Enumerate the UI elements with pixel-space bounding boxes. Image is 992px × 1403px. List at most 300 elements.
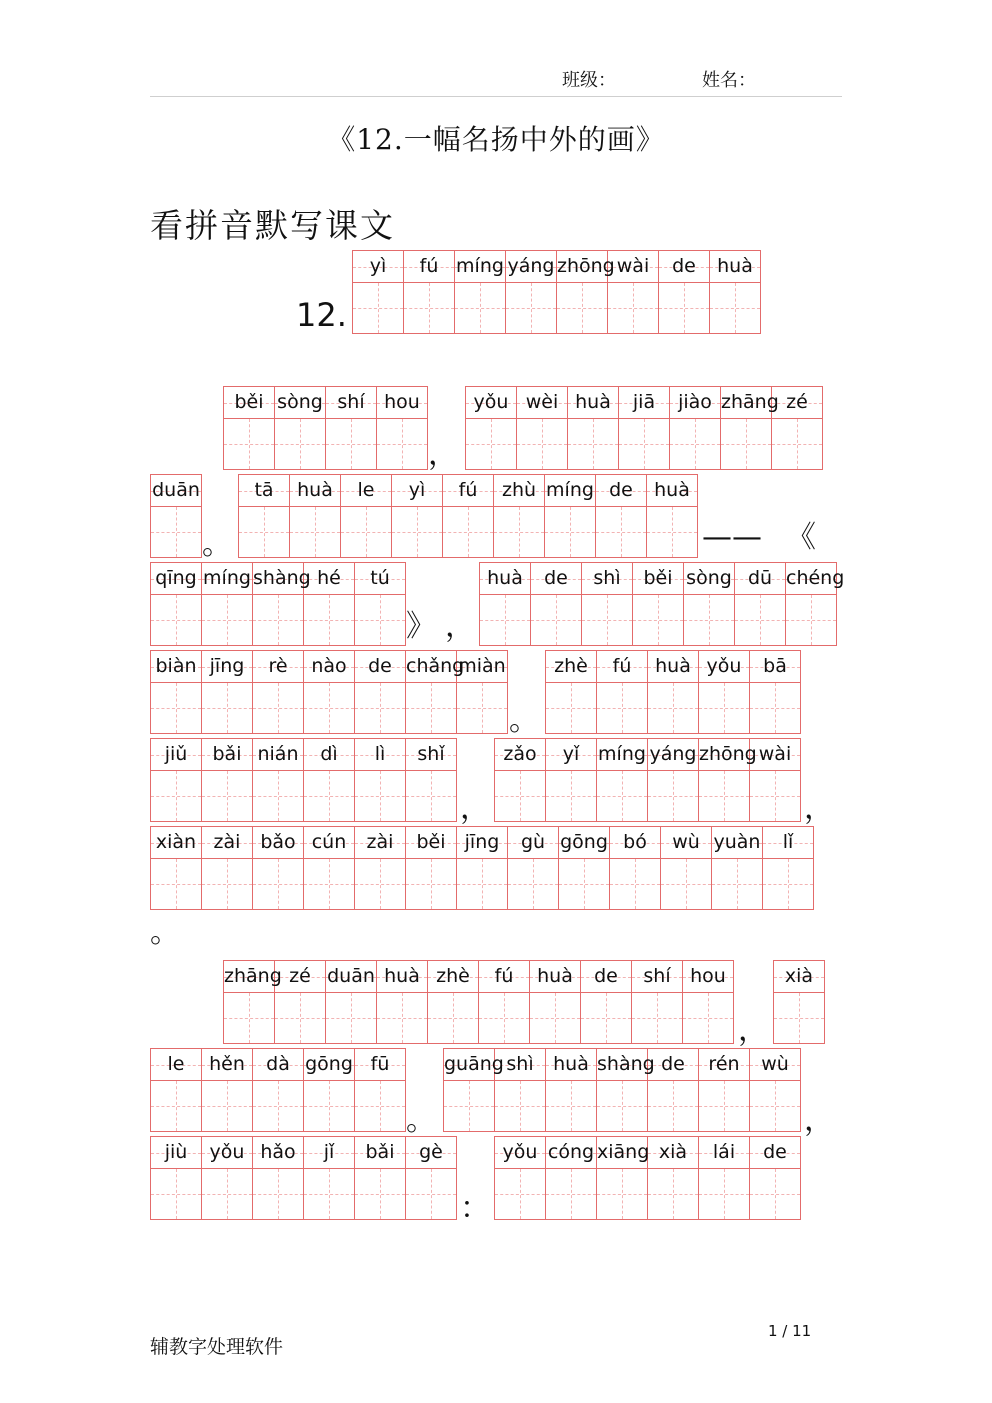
writing-box[interactable] xyxy=(428,993,478,1043)
char-cell[interactable] xyxy=(304,738,355,822)
punctuation-mark: 。 xyxy=(509,703,539,738)
char-cell[interactable] xyxy=(632,960,683,1044)
pinyin-label: zé xyxy=(275,961,325,993)
writing-box[interactable] xyxy=(581,993,631,1043)
writing-box[interactable] xyxy=(647,507,697,557)
writing-box[interactable] xyxy=(151,595,201,645)
char-grid-group xyxy=(352,250,761,334)
pinyin-label: sòng xyxy=(684,563,734,595)
writing-box[interactable] xyxy=(253,771,303,821)
writing-box[interactable] xyxy=(530,993,580,1043)
punctuation-mark: —— xyxy=(702,520,762,555)
writing-box[interactable] xyxy=(202,1169,252,1219)
char-cell[interactable] xyxy=(750,738,801,822)
char-cell[interactable] xyxy=(633,562,684,646)
writing-box[interactable] xyxy=(608,283,658,333)
char-cell[interactable] xyxy=(648,650,699,734)
char-cell[interactable] xyxy=(304,1048,355,1132)
writing-box[interactable] xyxy=(355,683,405,733)
footer-software: 辅教字处理软件 xyxy=(150,1336,284,1358)
char-cell[interactable] xyxy=(648,1136,699,1220)
char-cell[interactable] xyxy=(480,562,531,646)
char-cell[interactable] xyxy=(772,386,823,470)
writing-box[interactable] xyxy=(304,859,354,909)
char-cell[interactable] xyxy=(479,960,530,1044)
char-cell[interactable] xyxy=(683,960,734,1044)
char-cell[interactable] xyxy=(290,474,341,558)
writing-box[interactable] xyxy=(355,1169,405,1219)
writing-box[interactable] xyxy=(151,507,201,557)
writing-box[interactable] xyxy=(721,419,771,469)
char-cell[interactable] xyxy=(151,1136,202,1220)
char-cell[interactable] xyxy=(495,738,546,822)
char-cell[interactable] xyxy=(648,738,699,822)
char-cell[interactable] xyxy=(326,960,377,1044)
writing-box[interactable] xyxy=(494,507,544,557)
writing-box[interactable] xyxy=(648,683,698,733)
char-cell[interactable] xyxy=(253,738,304,822)
pinyin-label: rè xyxy=(253,651,303,683)
punctuation-mark: ， xyxy=(460,791,490,826)
writing-box[interactable] xyxy=(151,1169,201,1219)
writing-box[interactable] xyxy=(619,419,669,469)
writing-box[interactable] xyxy=(546,683,596,733)
char-cell[interactable] xyxy=(455,250,506,334)
char-grid-group xyxy=(443,1048,801,1132)
pinyin-label: zài xyxy=(355,827,405,859)
writing-box[interactable] xyxy=(253,859,303,909)
writing-box[interactable] xyxy=(750,1169,800,1219)
writing-box[interactable] xyxy=(774,993,824,1043)
char-cell[interactable] xyxy=(670,386,721,470)
char-cell[interactable] xyxy=(597,738,648,822)
writing-box[interactable] xyxy=(506,283,556,333)
pinyin-label: běi xyxy=(633,563,683,595)
writing-box[interactable] xyxy=(202,683,252,733)
char-cell[interactable] xyxy=(151,738,202,822)
char-cell[interactable] xyxy=(253,1136,304,1220)
writing-box[interactable] xyxy=(253,683,303,733)
writing-box[interactable] xyxy=(275,993,325,1043)
char-cell[interactable] xyxy=(392,474,443,558)
char-cell[interactable] xyxy=(699,650,750,734)
pinyin-label: huà xyxy=(377,961,427,993)
writing-box[interactable] xyxy=(670,419,720,469)
writing-box[interactable] xyxy=(290,507,340,557)
punctuation-mark: 》 xyxy=(406,609,436,644)
char-cell[interactable] xyxy=(253,1048,304,1132)
char-cell[interactable] xyxy=(619,386,670,470)
writing-box[interactable] xyxy=(202,1081,252,1131)
writing-box[interactable] xyxy=(633,595,683,645)
writing-box[interactable] xyxy=(712,859,762,909)
pinyin-label: fú xyxy=(443,475,493,507)
writing-box[interactable] xyxy=(597,1169,647,1219)
char-cell[interactable] xyxy=(648,1048,699,1132)
char-grid-group xyxy=(545,650,801,734)
char-cell[interactable] xyxy=(202,650,253,734)
writing-box[interactable] xyxy=(355,595,405,645)
char-cell[interactable] xyxy=(355,738,406,822)
char-cell[interactable] xyxy=(506,250,557,334)
char-cell[interactable] xyxy=(559,826,610,910)
char-cell[interactable] xyxy=(608,250,659,334)
writing-box[interactable] xyxy=(596,507,646,557)
char-cell[interactable] xyxy=(355,1048,406,1132)
writing-box[interactable] xyxy=(466,419,516,469)
writing-box[interactable] xyxy=(648,771,698,821)
char-cell[interactable] xyxy=(304,562,355,646)
writing-box[interactable] xyxy=(508,859,558,909)
writing-box[interactable] xyxy=(406,859,456,909)
writing-box[interactable] xyxy=(457,859,507,909)
pinyin-label: bó xyxy=(610,827,660,859)
char-cell[interactable] xyxy=(275,386,326,470)
char-cell[interactable] xyxy=(457,826,508,910)
writing-box[interactable] xyxy=(304,683,354,733)
char-cell[interactable] xyxy=(597,1048,655,1132)
char-grid-group xyxy=(150,562,406,646)
pinyin-label: shì xyxy=(495,1049,545,1081)
writing-box[interactable] xyxy=(546,771,596,821)
writing-box[interactable] xyxy=(444,1081,494,1131)
pinyin-label: huà xyxy=(568,387,618,419)
char-cell[interactable] xyxy=(202,738,253,822)
writing-box[interactable] xyxy=(545,507,595,557)
punctuation-mark: ， xyxy=(738,1013,768,1048)
writing-box[interactable] xyxy=(632,993,682,1043)
char-cell[interactable] xyxy=(151,650,202,734)
char-cell[interactable] xyxy=(443,474,494,558)
writing-box[interactable] xyxy=(495,1081,545,1131)
writing-box[interactable] xyxy=(326,993,376,1043)
char-cell[interactable] xyxy=(517,386,568,470)
pinyin-label: zhāng xyxy=(224,961,274,993)
char-cell[interactable] xyxy=(774,960,825,1044)
writing-box[interactable] xyxy=(253,595,303,645)
char-cell[interactable] xyxy=(304,826,355,910)
char-grid-group xyxy=(494,1136,801,1220)
pinyin-label: de xyxy=(750,1137,800,1169)
pinyin-label: zǎo xyxy=(495,739,545,771)
writing-box[interactable] xyxy=(304,771,354,821)
writing-box[interactable] xyxy=(546,1169,596,1219)
writing-box[interactable] xyxy=(559,859,609,909)
char-cell[interactable] xyxy=(253,562,311,646)
writing-box[interactable] xyxy=(406,771,456,821)
writing-box[interactable] xyxy=(151,771,201,821)
punctuation-mark: ， xyxy=(428,437,458,472)
char-cell[interactable] xyxy=(530,960,581,1044)
char-cell[interactable] xyxy=(224,960,282,1044)
char-cell[interactable] xyxy=(151,1048,202,1132)
writing-box[interactable] xyxy=(546,1081,596,1131)
char-cell[interactable] xyxy=(202,1136,253,1220)
char-cell[interactable] xyxy=(735,562,786,646)
char-cell[interactable] xyxy=(304,650,355,734)
writing-box[interactable] xyxy=(684,595,734,645)
pinyin-label: de xyxy=(659,251,709,283)
writing-box[interactable] xyxy=(326,419,376,469)
char-cell[interactable] xyxy=(457,650,508,734)
writing-box[interactable] xyxy=(597,771,647,821)
pinyin-label: yǒu xyxy=(699,651,749,683)
pinyin-label: míng xyxy=(597,739,647,771)
writing-box[interactable] xyxy=(710,283,760,333)
char-cell[interactable] xyxy=(151,562,202,646)
pinyin-label: yáng xyxy=(648,739,698,771)
writing-box[interactable] xyxy=(531,595,581,645)
char-cell[interactable] xyxy=(466,386,517,470)
writing-box[interactable] xyxy=(661,859,711,909)
writing-box[interactable] xyxy=(377,993,427,1043)
pinyin-label: dū xyxy=(735,563,785,595)
char-cell[interactable] xyxy=(406,1136,457,1220)
char-cell[interactable] xyxy=(699,1048,750,1132)
writing-box[interactable] xyxy=(253,1081,303,1131)
writing-box[interactable] xyxy=(699,1081,749,1131)
pinyin-label: yì xyxy=(392,475,442,507)
writing-box[interactable] xyxy=(480,595,530,645)
char-cell[interactable] xyxy=(304,1136,355,1220)
writing-box[interactable] xyxy=(224,419,274,469)
char-cell[interactable] xyxy=(355,562,406,646)
char-cell[interactable] xyxy=(546,738,597,822)
writing-box[interactable] xyxy=(568,419,618,469)
writing-box[interactable] xyxy=(735,595,785,645)
char-cell[interactable] xyxy=(531,562,582,646)
char-cell[interactable] xyxy=(326,386,377,470)
writing-box[interactable] xyxy=(582,595,632,645)
char-cell[interactable] xyxy=(546,650,597,734)
char-cell[interactable] xyxy=(239,474,290,558)
char-cell[interactable] xyxy=(659,250,710,334)
char-cell[interactable] xyxy=(750,650,801,734)
char-grid-group xyxy=(479,562,845,646)
pinyin-label: gōng xyxy=(304,1049,354,1081)
writing-box[interactable] xyxy=(341,507,391,557)
char-cell[interactable] xyxy=(341,474,392,558)
char-cell[interactable] xyxy=(224,386,275,470)
pinyin-label: zé xyxy=(772,387,822,419)
writing-box[interactable] xyxy=(224,993,274,1043)
pinyin-label: yǒu xyxy=(495,1137,545,1169)
char-cell[interactable] xyxy=(202,1048,253,1132)
writing-box[interactable] xyxy=(304,1081,354,1131)
char-cell[interactable] xyxy=(202,826,253,910)
writing-box[interactable] xyxy=(202,595,252,645)
writing-box[interactable] xyxy=(479,993,529,1043)
writing-box[interactable] xyxy=(750,683,800,733)
char-cell[interactable] xyxy=(597,1136,648,1220)
writing-box[interactable] xyxy=(406,1169,456,1219)
writing-box[interactable] xyxy=(377,419,427,469)
pinyin-label: huà xyxy=(290,475,340,507)
char-cell[interactable] xyxy=(353,250,404,334)
writing-box[interactable] xyxy=(151,859,201,909)
pinyin-label: duān xyxy=(326,961,376,993)
writing-box[interactable] xyxy=(648,1169,698,1219)
pinyin-label: nián xyxy=(253,739,303,771)
char-cell[interactable] xyxy=(151,474,202,558)
char-cell[interactable] xyxy=(355,650,406,734)
char-cell[interactable] xyxy=(406,650,465,734)
char-cell[interactable] xyxy=(568,386,619,470)
writing-box[interactable] xyxy=(772,419,822,469)
char-cell[interactable] xyxy=(699,1136,750,1220)
writing-box[interactable] xyxy=(457,683,507,733)
char-cell[interactable] xyxy=(582,562,633,646)
char-cell[interactable] xyxy=(545,474,596,558)
pinyin-label: xià xyxy=(648,1137,698,1169)
writing-box[interactable] xyxy=(239,507,289,557)
char-cell[interactable] xyxy=(428,960,479,1044)
char-cell[interactable] xyxy=(557,250,615,334)
pinyin-label: miàn xyxy=(457,651,507,683)
char-cell[interactable] xyxy=(721,386,779,470)
char-cell[interactable] xyxy=(151,826,202,910)
char-grid-group xyxy=(150,1048,406,1132)
pinyin-label: zài xyxy=(202,827,252,859)
writing-box[interactable] xyxy=(151,683,201,733)
char-cell[interactable] xyxy=(699,738,757,822)
writing-box[interactable] xyxy=(202,859,252,909)
char-cell[interactable] xyxy=(508,826,559,910)
punctuation-mark: ， xyxy=(445,609,475,644)
writing-box[interactable] xyxy=(253,1169,303,1219)
char-cell[interactable] xyxy=(355,1136,406,1220)
pinyin-label: hou xyxy=(377,387,427,419)
writing-box[interactable] xyxy=(495,1169,545,1219)
writing-box[interactable] xyxy=(557,283,607,333)
char-cell[interactable] xyxy=(750,1048,801,1132)
writing-box[interactable] xyxy=(353,283,403,333)
char-cell[interactable] xyxy=(275,960,326,1044)
pinyin-label: de xyxy=(355,651,405,683)
pinyin-label: qīng xyxy=(151,563,201,595)
char-cell[interactable] xyxy=(253,826,304,910)
char-cell[interactable] xyxy=(647,474,698,558)
writing-box[interactable] xyxy=(355,771,405,821)
char-cell[interactable] xyxy=(750,1136,801,1220)
char-cell[interactable] xyxy=(406,826,457,910)
writing-box[interactable] xyxy=(763,859,813,909)
char-cell[interactable] xyxy=(710,250,761,334)
char-cell[interactable] xyxy=(712,826,763,910)
writing-box[interactable] xyxy=(455,283,505,333)
pinyin-label: wài xyxy=(608,251,658,283)
writing-box[interactable] xyxy=(355,859,405,909)
char-cell[interactable] xyxy=(406,738,457,822)
writing-box[interactable] xyxy=(275,419,325,469)
pinyin-label: cún xyxy=(304,827,354,859)
pinyin-label: chéng xyxy=(786,563,836,595)
writing-box[interactable] xyxy=(404,283,454,333)
writing-box[interactable] xyxy=(683,993,733,1043)
writing-box[interactable] xyxy=(151,1081,201,1131)
writing-box[interactable] xyxy=(750,771,800,821)
writing-box[interactable] xyxy=(304,595,354,645)
writing-box[interactable] xyxy=(597,683,647,733)
writing-box[interactable] xyxy=(786,595,836,645)
class-label: 班级： xyxy=(562,70,616,91)
pinyin-label: xiāng xyxy=(597,1137,647,1169)
char-cell[interactable] xyxy=(786,562,845,646)
pinyin-label: lǐ xyxy=(763,827,813,859)
char-cell[interactable] xyxy=(377,386,428,470)
char-cell[interactable] xyxy=(355,826,406,910)
writing-box[interactable] xyxy=(392,507,442,557)
pinyin-label: gù xyxy=(508,827,558,859)
writing-box[interactable] xyxy=(597,1081,647,1131)
pinyin-label: bǎo xyxy=(253,827,303,859)
char-cell[interactable] xyxy=(404,250,455,334)
writing-box[interactable] xyxy=(443,507,493,557)
writing-box[interactable] xyxy=(699,771,749,821)
pinyin-label: wù xyxy=(750,1049,800,1081)
writing-box[interactable] xyxy=(202,771,252,821)
pinyin-label: chǎng xyxy=(406,651,456,683)
pinyin-label: míng xyxy=(545,475,595,507)
pinyin-label: duān xyxy=(151,475,201,507)
pinyin-label: rén xyxy=(699,1049,749,1081)
writing-box[interactable] xyxy=(304,1169,354,1219)
char-cell[interactable] xyxy=(495,1136,546,1220)
char-cell[interactable] xyxy=(763,826,814,910)
pinyin-label: de xyxy=(531,563,581,595)
writing-box[interactable] xyxy=(495,771,545,821)
char-cell[interactable] xyxy=(596,474,647,558)
char-cell[interactable] xyxy=(581,960,632,1044)
char-cell[interactable] xyxy=(610,826,661,910)
writing-box[interactable] xyxy=(406,683,456,733)
char-cell[interactable] xyxy=(494,474,545,558)
pinyin-label: wù xyxy=(661,827,711,859)
writing-box[interactable] xyxy=(699,1169,749,1219)
writing-box[interactable] xyxy=(610,859,660,909)
char-cell[interactable] xyxy=(377,960,428,1044)
pinyin-label: yuàn xyxy=(712,827,762,859)
writing-box[interactable] xyxy=(648,1081,698,1131)
char-cell[interactable] xyxy=(684,562,735,646)
writing-box[interactable] xyxy=(659,283,709,333)
char-cell[interactable] xyxy=(202,562,253,646)
pinyin-label: běi xyxy=(406,827,456,859)
pinyin-label: yáng xyxy=(506,251,556,283)
pinyin-label: huà xyxy=(710,251,760,283)
char-cell[interactable] xyxy=(597,650,648,734)
writing-box[interactable] xyxy=(750,1081,800,1131)
pinyin-label: zhè xyxy=(546,651,596,683)
char-cell[interactable] xyxy=(546,1136,597,1220)
page-title: 《12.一幅名扬中外的画》 xyxy=(327,123,665,156)
writing-box[interactable] xyxy=(699,683,749,733)
pinyin-label: hǎo xyxy=(253,1137,303,1169)
char-grid-group xyxy=(150,650,508,734)
pinyin-label: huà xyxy=(530,961,580,993)
pinyin-label: le xyxy=(341,475,391,507)
char-cell[interactable] xyxy=(546,1048,597,1132)
pinyin-label: hou xyxy=(683,961,733,993)
char-cell[interactable] xyxy=(444,1048,504,1132)
char-cell[interactable] xyxy=(253,650,304,734)
pinyin-label: tā xyxy=(239,475,289,507)
pinyin-label: tú xyxy=(355,563,405,595)
writing-box[interactable] xyxy=(517,419,567,469)
writing-box[interactable] xyxy=(355,1081,405,1131)
pinyin-label: le xyxy=(151,1049,201,1081)
char-cell[interactable] xyxy=(661,826,712,910)
